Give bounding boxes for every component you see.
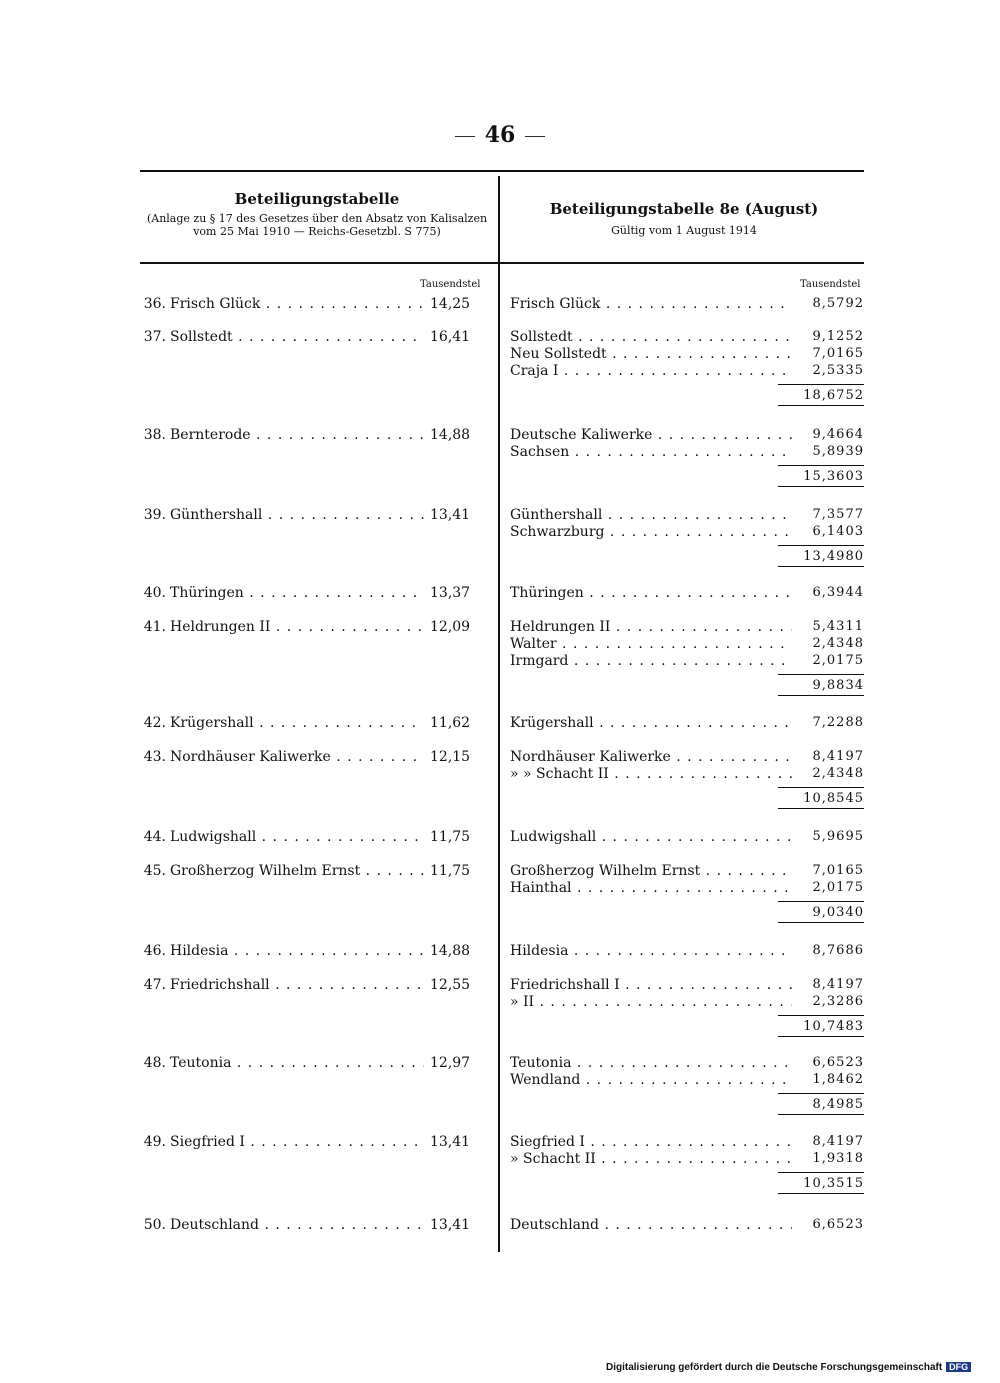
right-entry-value: 6,6523: [812, 1055, 864, 1070]
left-entry-value: 12,55: [430, 977, 471, 993]
left-entry-name: Günthershall . . .: [170, 507, 424, 523]
row-number: 39.: [143, 507, 166, 523]
left-entry-value: 11,75: [430, 863, 471, 879]
right-entry-name: Thüringen . . .: [510, 585, 792, 601]
page-number-text: 46: [484, 122, 516, 148]
right-entry-name: Heldrungen II . . .: [510, 619, 792, 635]
left-entry-name: Siegfried I . . .: [170, 1134, 424, 1150]
right-entry-value: 7,0165: [812, 346, 864, 361]
left-entry-name: Krügershall . . .: [170, 715, 424, 731]
right-entry-name: Craja I . . .: [510, 363, 792, 379]
row-number: 40.: [143, 585, 166, 601]
footer-text: Digitalisierung gefördert durch die Deutsche Forschungsgemeinschaft: [606, 1362, 943, 1373]
row-number: 47.: [143, 977, 166, 993]
right-entry-value: 5,8939: [812, 444, 864, 459]
right-entry-value: 7,0165: [812, 863, 864, 878]
right-group-total: 10,3515: [778, 1172, 864, 1194]
left-entry-value: 16,41: [430, 329, 471, 345]
right-entry-value: 8,5792: [812, 296, 864, 311]
dash-right: [525, 136, 545, 137]
right-entry-value: 2,5335: [812, 363, 864, 378]
left-title: Beteiligungstabelle: [234, 190, 400, 208]
left-entry-name: Bernterode . . .: [170, 427, 424, 443]
right-entry-name: Friedrichshall I . . .: [510, 977, 792, 993]
left-entry-value: 12,09: [430, 619, 471, 635]
right-entry-value: 8,7686: [812, 943, 864, 958]
right-entry-name: Teutonia . . .: [510, 1055, 792, 1071]
left-header: [140, 190, 494, 238]
left-entry-value: 12,97: [430, 1055, 471, 1071]
row-number: 38.: [143, 427, 166, 443]
left-entry-value: 13,41: [430, 507, 471, 523]
right-entry-name: Nordhäuser Kaliwerke . . .: [510, 749, 792, 765]
left-entry-value: 11,62: [430, 715, 471, 731]
right-group-total: 13,4980: [778, 545, 864, 567]
left-entry-value: 14,88: [430, 427, 471, 443]
right-entry-value: 7,3577: [812, 507, 864, 522]
right-group-total: 8,4985: [778, 1093, 864, 1115]
left-entry-name: Deutschland . . .: [170, 1217, 424, 1233]
column-divider: [498, 176, 500, 1252]
left-entry-name: Frisch Glück . . .: [170, 296, 424, 312]
right-entry-value: 5,4311: [812, 619, 864, 634]
left-entry-value: 11,75: [430, 829, 471, 845]
right-entry-value: 2,3286: [812, 994, 864, 1009]
right-group-total: 9,8834: [778, 674, 864, 696]
right-entry-name: » » Schacht II . . .: [510, 766, 792, 782]
right-entry-value: 7,2288: [812, 715, 864, 730]
top-rule: [140, 170, 864, 172]
row-number: 45.: [143, 863, 166, 879]
right-entry-name: Sachsen . . .: [510, 444, 792, 460]
right-entry-name: » II . . .: [510, 994, 792, 1010]
row-number: 43.: [143, 749, 166, 765]
row-number: 49.: [143, 1134, 166, 1150]
right-entry-name: Großherzog Wilhelm Ernst . . .: [510, 863, 792, 879]
left-unit-label: Tausendstel: [420, 279, 481, 290]
right-entry-name: Deutsche Kaliwerke . . .: [510, 427, 792, 443]
right-entry-value: 8,4197: [812, 1134, 864, 1149]
left-entry-name: Heldrungen II . . .: [170, 619, 424, 635]
dash-left: [455, 136, 475, 137]
right-group-total: 10,7483: [778, 1015, 864, 1037]
right-group-total: 9,0340: [778, 901, 864, 923]
dfg-logo: DFG: [946, 1362, 971, 1372]
right-entry-name: Irmgard . . .: [510, 653, 792, 669]
right-entry-name: Schwarzburg . . .: [510, 524, 792, 540]
right-entry-value: 1,9318: [812, 1151, 864, 1166]
left-subtitle-1: (Anlage zu § 17 des Gesetzes über den Absatz von Kalisalzen: [146, 212, 488, 225]
right-group-total: 18,6752: [778, 384, 864, 406]
right-entry-name: Günthershall . . .: [510, 507, 792, 523]
left-entry-name: Thüringen . . .: [170, 585, 424, 601]
page-number: [0, 122, 1000, 148]
right-entry-name: Hainthal . . .: [510, 880, 792, 896]
right-entry-name: Ludwigshall . . .: [510, 829, 792, 845]
right-unit-label: Tausendstel: [800, 279, 861, 290]
left-subtitle-2: vom 25 Mai 1910 — Reichs-Gesetzbl. S 775): [193, 225, 441, 238]
right-entry-name: Wendland . . .: [510, 1072, 792, 1088]
left-entry-name: Teutonia . . .: [170, 1055, 424, 1071]
row-number: 36.: [143, 296, 166, 312]
right-entry-value: 9,4664: [812, 427, 864, 442]
right-entry-name: Neu Sollstedt . . .: [510, 346, 792, 362]
right-subtitle: Gültig vom 1 August 1914: [611, 224, 757, 237]
left-entry-name: Friedrichshall . . .: [170, 977, 424, 993]
right-entry-value: 9,1252: [812, 329, 864, 344]
left-entry-value: 12,15: [430, 749, 471, 765]
right-entry-value: 2,4348: [812, 636, 864, 651]
right-entry-value: 2,0175: [812, 880, 864, 895]
footer: [606, 1362, 971, 1373]
right-entry-name: Deutschland . . .: [510, 1217, 792, 1233]
left-entry-value: 13,41: [430, 1217, 471, 1233]
left-entry-name: Hildesia . . .: [170, 943, 424, 959]
right-entry-name: Krügershall . . .: [510, 715, 792, 731]
right-group-total: 15,3603: [778, 465, 864, 487]
right-entry-name: Walter . . .: [510, 636, 792, 652]
left-entry-name: Großherzog Wilhelm Ernst . . .: [170, 863, 424, 879]
row-number: 46.: [143, 943, 166, 959]
left-entry-value: 14,25: [430, 296, 471, 312]
row-number: 50.: [143, 1217, 166, 1233]
row-number: 41.: [143, 619, 166, 635]
right-entry-value: 8,4197: [812, 977, 864, 992]
row-number: 42.: [143, 715, 166, 731]
left-entry-value: 13,37: [430, 585, 471, 601]
row-number: 48.: [143, 1055, 166, 1071]
left-entry-value: 13,41: [430, 1134, 471, 1150]
right-entry-name: Hildesia . . .: [510, 943, 792, 959]
left-entry-name: Sollstedt . . .: [170, 329, 424, 345]
right-entry-name: » Schacht II . . .: [510, 1151, 792, 1167]
row-number: 37.: [143, 329, 166, 345]
right-group-total: 10,8545: [778, 787, 864, 809]
right-entry-value: 1,8462: [812, 1072, 864, 1087]
right-entry-name: Frisch Glück . . .: [510, 296, 792, 312]
right-entry-name: Siegfried I . . .: [510, 1134, 792, 1150]
right-entry-value: 2,4348: [812, 766, 864, 781]
right-entry-value: 6,1403: [812, 524, 864, 539]
right-title: Beteiligungstabelle 8e (August): [549, 200, 819, 218]
right-entry-value: 5,9695: [812, 829, 864, 844]
header-rule: [140, 262, 864, 264]
right-entry-value: 6,6523: [812, 1217, 864, 1232]
row-number: 44.: [143, 829, 166, 845]
left-entry-value: 14,88: [430, 943, 471, 959]
right-header: [504, 200, 864, 237]
right-entry-value: 6,3944: [812, 585, 864, 600]
right-entry-value: 2,0175: [812, 653, 864, 668]
right-entry-name: Sollstedt . . .: [510, 329, 792, 345]
left-entry-name: Ludwigshall . . .: [170, 829, 424, 845]
left-entry-name: Nordhäuser Kaliwerke . . .: [170, 749, 424, 765]
right-entry-value: 8,4197: [812, 749, 864, 764]
